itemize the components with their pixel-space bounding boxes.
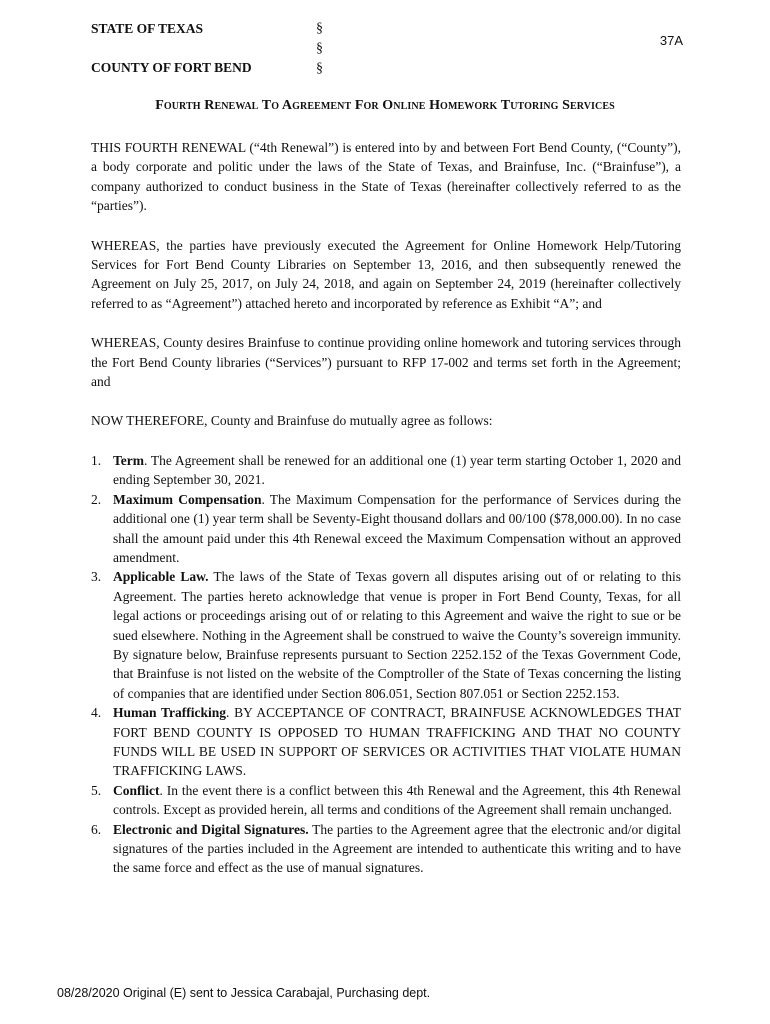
- term-text: . The Maximum Compensation for the performance of Services during the additional one (1) year term shall be Seventy-Eight thousand dollars and 00/100 ($78,000.00). In no case shall the amount paid under this 4th Renewal exceed the Maximum Compensation without an approved amendment.: [113, 491, 681, 565]
- caption-county: COUNTY OF FORT BEND: [91, 60, 252, 75]
- list-item: [91, 781, 681, 820]
- section-marks: [316, 19, 323, 79]
- page-tag: 37A: [659, 33, 683, 48]
- term-heading: Electronic and Digital Signatures.: [113, 821, 309, 837]
- list-number: 1.: [91, 452, 102, 468]
- list-number: 6.: [91, 821, 102, 837]
- list-item: [91, 490, 681, 568]
- term-heading: Maximum Compensation: [113, 491, 262, 507]
- term-text: . The Agreement shall be renewed for an additional one (1) year term starting October 1, 2020 and ending September 30, 2021.: [113, 452, 681, 488]
- list-number: 3.: [91, 569, 102, 585]
- paragraph-intro: THIS FOURTH RENEWAL (“4th Renewal”) is entered into by and between Fort Bend County, (“County”), a body corporate and politic under the laws of the State of Texas, and Brainfuse, Inc. (“Brainfuse”), a company authorized to conduct business in the State of Texas (hereinafter collectively referred to as the “parties”).: [91, 140, 681, 214]
- term-heading: Applicable Law.: [113, 569, 209, 585]
- list-item: [91, 703, 681, 781]
- paragraph-now-therefore: NOW THEREFORE, County and Brainfuse do mutually agree as follows:: [91, 413, 493, 429]
- term-text: . BY ACCEPTANCE OF CONTRACT, BRAINFUSE ACKNOWLEDGES THAT FORT BEND COUNTY IS OPPOSED TO HUMAN TRAFFICKING AND THAT NO COUNTY FUNDS WILL BE USED IN SUPPORT OF SERVICES OR ACTIVITIES THAT VIOLATE HUMAN TRAFFICKING LAWS.: [113, 705, 681, 779]
- term-text: The laws of the State of Texas govern all disputes arising out of or relating to this Agreement. The parties hereto acknowledge that venue is proper in Fort Bend County, Texas, for all legal actions or proceedings arising out of or relating to this Agreement and waive the right to sue or be sued elsewhere. Nothing in the Agreement shall be construed to waive the County’s sovereign immunity. By signature below, Brainfuse represents pursuant to Section 2252.152 of the Texas Government Code, that Brainfuse is not listed on the website of the Comptroller of the State of Texas concerning the listing of companies that are identified under Section 806.051, Section 807.051 or Section 2252.153.: [113, 569, 681, 701]
- caption-state: STATE OF TEXAS: [91, 21, 204, 36]
- list-item: [91, 451, 681, 490]
- document-body: [91, 138, 681, 878]
- terms-list: [91, 451, 681, 878]
- section-mark: §: [316, 41, 323, 56]
- paragraph-whereas-2: WHEREAS, County desires Brainfuse to continue providing online homework and tutoring services through the Fort Bend County libraries (“Services”) pursuant to RFP 17-002 and terms set forth in the Agreement; and: [91, 335, 681, 390]
- paragraph-whereas-1: WHEREAS, the parties have previously executed the Agreement for Online Homework Help/Tutoring Services for Fort Bend County Libraries on September 13, 2016, and then subsequently renewed the Agreement on July 25, 2017, on July 24, 2018, and again on September 24, 2019 (hereinafter collectively referred to as “Agreement”) attached hereto and incorporated by reference as Exhibit “A”; and: [91, 237, 681, 311]
- term-text: The parties to the Agreement agree that the electronic and/or digital signatures of the parties included in the Agreement are intended to authenticate this writing and to have the same force and effect as the use of manual signatures.: [113, 821, 681, 876]
- document-title: Fourth Renewal To Agreement For Online Homework Tutoring Services: [155, 98, 615, 113]
- list-item: [91, 820, 681, 878]
- term-heading: Term: [113, 452, 144, 468]
- footer-note: 08/28/2020 Original (E) sent to Jessica Carabajal, Purchasing dept.: [57, 986, 431, 1000]
- list-number: 4.: [91, 705, 102, 721]
- list-number: 2.: [91, 491, 102, 507]
- term-text: . In the event there is a conflict between this 4th Renewal and the Agreement, this 4th Renewal controls. Except as provided herein, all terms and conditions of the Agreement shall remain unchanged.: [113, 782, 681, 818]
- term-heading: Human Trafficking: [113, 705, 227, 721]
- term-heading: Conflict: [113, 782, 160, 798]
- section-mark: §: [316, 21, 323, 36]
- list-item: [91, 567, 681, 703]
- list-number: 5.: [91, 782, 102, 798]
- section-mark: §: [316, 61, 323, 76]
